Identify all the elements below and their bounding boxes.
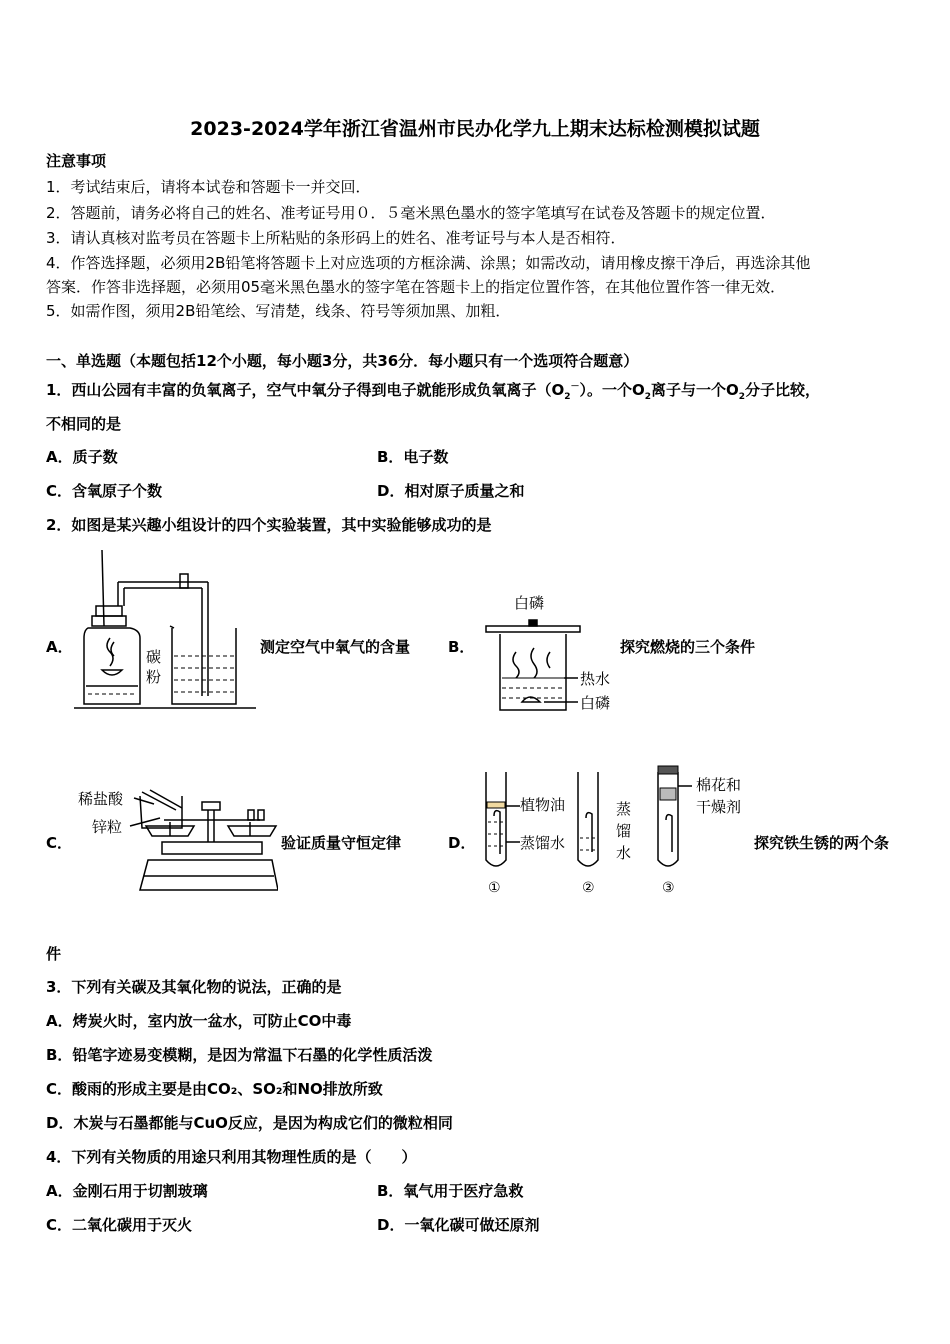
q2-option-b-caption: 探究燃烧的三个条件 — [620, 638, 756, 656]
q2-option-c-letter[interactable]: C． — [46, 834, 73, 852]
apparatus-a-figure — [74, 546, 256, 714]
q1-option-b[interactable]: B．电子数 — [377, 448, 449, 466]
q2-stem: 2．如图是某兴趣小组设计的四个实验装置，其中实验能够成功的是 — [46, 516, 492, 534]
apparatus-c-figure — [78, 780, 278, 892]
q1-option-a[interactable]: A．质子数 — [46, 448, 118, 466]
q2-option-d-caption: 探究铁生锈的两个条 — [754, 834, 890, 852]
q3-option-a[interactable]: A．烤炭火时，室内放一盆水，可防止CO中毒 — [46, 1012, 352, 1030]
label-liu: 馏 — [616, 822, 632, 840]
q2-option-a-letter[interactable]: A． — [46, 638, 73, 656]
notice-line: 1．考试结束后，请将本试卷和答题卡一并交回． — [46, 178, 371, 196]
tube-number-2: ② — [582, 880, 595, 896]
label-white-phosphorus-bottom: 白磷 — [580, 694, 611, 712]
label-shui: 水 — [616, 844, 632, 862]
label-hot-water: 热水 — [580, 670, 611, 688]
label-carbon-2: 粉 — [146, 668, 162, 686]
q4-option-b[interactable]: B．氧气用于医疗急救 — [377, 1182, 524, 1200]
notice-line: 4．作答选择题，必须用2B铅笔将答题卡上对应选项的方框涂满、涂黑；如需改动，请用橡皮擦干净后，再选涂其他 — [46, 254, 811, 272]
notice-line: 答案．作答非选择题，必须用05毫米黑色墨水的签字笔在答题卡上的指定位置作答，在其他位置作答一律无效． — [46, 278, 786, 296]
label-white-phosphorus-top: 白磷 — [514, 594, 545, 612]
q3-option-d[interactable]: D．木炭与石墨都能与CuO反应，是因为构成它们的微粒相同 — [46, 1114, 453, 1132]
q3-stem: 3．下列有关碳及其氧化物的说法，正确的是 — [46, 978, 342, 996]
label-distilled-water: 蒸馏水 — [520, 834, 566, 852]
tube-number-3: ③ — [662, 880, 675, 896]
q2-option-c-caption: 验证质量守恒定律 — [281, 834, 402, 852]
q2-option-d-letter[interactable]: D． — [448, 834, 476, 852]
notice-heading: 注意事项 — [46, 152, 107, 170]
q1-option-d[interactable]: D．相对原子质量之和 — [377, 482, 525, 500]
label-dilute-hcl: 稀盐酸 — [78, 790, 124, 808]
q1-stem: 1．西山公园有丰富的负氧离子，空气中氧分子得到电子就能形成负氧离子$(O_2^-)$。一个$O_2$离子与一个$O_2$分子比较， — [46, 381, 821, 402]
q1-stem-cont: 不相同的是 — [46, 415, 122, 433]
q2-option-b-letter[interactable]: B． — [448, 638, 475, 656]
label-carbon-1: 碳 — [146, 648, 162, 666]
label-desiccant: 干燥剂 — [696, 798, 742, 816]
label-zheng: 蒸 — [616, 800, 632, 818]
notice-line: 2．答题前，请务必将自己的姓名、准考证号用０．５毫米黑色墨水的签字笔填写在试卷及答题卡的规定位置． — [46, 204, 776, 222]
q1-option-c[interactable]: C．含氧原子个数 — [46, 482, 163, 500]
section-heading: 一、单选题（本题包括12个小题，每小题3分，共36分．每小题只有一个选项符合题意） — [46, 352, 639, 370]
apparatus-d-figure — [478, 764, 760, 898]
q3-option-c[interactable]: C．酸雨的形成主要是由CO₂、SO₂和NO排放所致 — [46, 1080, 383, 1098]
q4-option-a[interactable]: A．金刚石用于切割玻璃 — [46, 1182, 208, 1200]
notice-line: 5．如需作图，须用2B铅笔绘、写清楚，线条、符号等须加黑、加粗． — [46, 302, 511, 320]
q2-option-a-caption: 测定空气中氧气的含量 — [260, 638, 411, 656]
label-zinc-granules: 锌粒 — [92, 818, 123, 836]
apparatus-b-figure — [482, 586, 622, 718]
label-vegetable-oil: 植物油 — [520, 796, 566, 814]
q2-option-d-caption-tail: 件 — [46, 945, 62, 963]
q4-stem: 4．下列有关物质的用途只利用其物理性质的是（ ） — [46, 1148, 417, 1166]
page-title: 2023-2024学年浙江省温州市民办化学九上期末达标检测模拟试题 — [190, 118, 760, 140]
q4-option-c[interactable]: C．二氧化碳用于灭火 — [46, 1216, 193, 1234]
notice-line: 3．请认真核对监考员在答题卡上所粘贴的条形码上的姓名、准考证号与本人是否相符． — [46, 229, 626, 247]
q3-option-b[interactable]: B．铅笔字迹易变模糊，是因为常温下石墨的化学性质活泼 — [46, 1046, 433, 1064]
label-cotton: 棉花和 — [696, 776, 742, 794]
tube-number-1: ① — [488, 880, 501, 896]
q4-option-d[interactable]: D．一氧化碳可做还原剂 — [377, 1216, 540, 1234]
